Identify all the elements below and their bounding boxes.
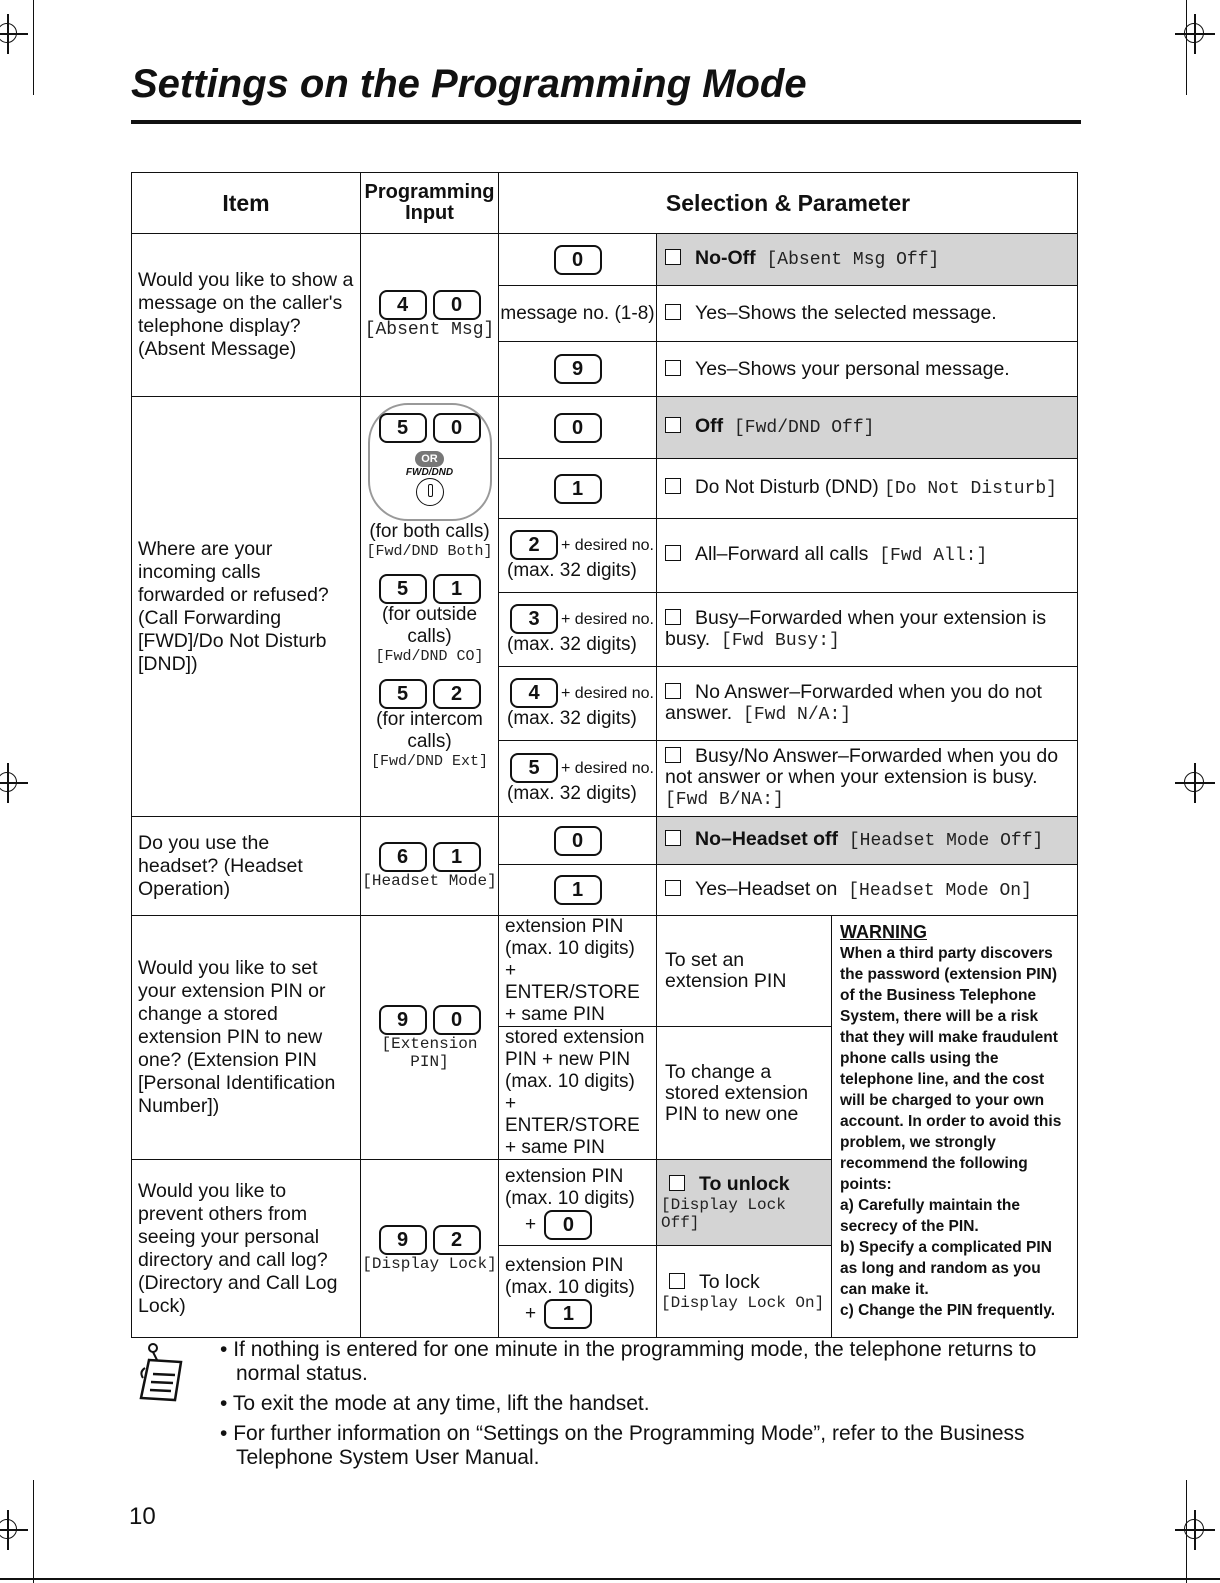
key: 4	[510, 678, 558, 708]
key: 5	[379, 679, 427, 709]
key: 2	[433, 679, 481, 709]
page-title: Settings on the Programming Mode	[131, 62, 807, 106]
key: 0	[554, 826, 602, 856]
note-item: • If nothing is entered for one minute in the programming mode, the telephone returns to normal status.	[220, 1338, 1037, 1385]
item-absent-message: Would you like to show a message on the caller's telephone display? (Absent Message)	[132, 234, 361, 397]
display-text: [Absent Msg]	[364, 320, 495, 340]
note-item: • To exit the mode at any time, lift the handset.	[220, 1392, 650, 1415]
checkbox-icon	[665, 880, 681, 896]
selection-parameter: To unlock [Display Lock Off]	[657, 1160, 832, 1246]
key: 1	[554, 474, 602, 504]
selection-input: 3 + desired no. (max. 32 digits)	[499, 593, 657, 667]
key: 5	[379, 413, 427, 443]
selection-parameter: Busy/No Answer–Forwarded when you do not answer or when your extension is busy. [Fwd B/NA:]	[657, 741, 1078, 817]
table-row	[132, 397, 1078, 459]
bottom-edge-line	[0, 1578, 1220, 1580]
selection-input	[499, 865, 657, 916]
registration-mark-bottom-right	[1175, 1510, 1215, 1550]
checkbox-icon	[665, 249, 681, 265]
selection-input	[499, 817, 657, 865]
key: 0	[544, 1210, 592, 1240]
selection-input: 2 + desired no. (max. 32 digits)	[499, 519, 657, 593]
selection-input: 4 + desired no. (max. 32 digits)	[499, 667, 657, 741]
item-headset: Do you use the headset? (Headset Operation)	[132, 817, 361, 916]
key: 9	[379, 1225, 427, 1255]
checkbox-icon	[669, 1273, 685, 1289]
key: 0	[433, 1005, 481, 1035]
item-call-forwarding: Where are your incoming calls forwarded or refused? (Call Forwarding [FWD]/Do Not Disturb [DND])	[132, 397, 361, 817]
registration-mark-top-right	[1175, 14, 1215, 54]
selection-parameter: To set an extension PIN	[657, 916, 832, 1027]
fwd-dnd-group	[368, 403, 492, 521]
input-headset: 6 1 [Headset Mode]	[361, 817, 499, 916]
selection-input: stored extension PIN + new PIN (max. 10 digits) + ENTER/STORE + same PIN	[499, 1027, 657, 1160]
table-row	[132, 916, 1078, 1027]
title-rule	[131, 120, 1081, 124]
warning-body: When a third party discovers the password (extension PIN) of the Business Telephone System, there will be a risk that they will make fraudulent phone calls using the telephone line, and the cost will be charged to your own account. In order to avoid this problem, we strongly recommend the following points:	[840, 945, 1062, 1193]
registration-mark-mid-right	[1175, 763, 1215, 803]
checkbox-icon	[665, 417, 681, 433]
note-icon	[135, 1342, 191, 1406]
table-row	[132, 817, 1078, 865]
selection-input: extension PIN (max. 10 digits) + ENTER/STORE + same PIN	[499, 916, 657, 1027]
key: 1	[544, 1299, 592, 1329]
trim-line	[33, 0, 34, 95]
selection-parameter: Off [Fwd/DND Off]	[657, 397, 1078, 459]
header-selection-parameter: Selection & Parameter	[499, 173, 1078, 234]
key: 0	[433, 413, 481, 443]
note-item: • For further information on “Settings on the Programming Mode”, refer to the Business Telephone System User Manual.	[220, 1422, 1025, 1469]
key: 5	[379, 574, 427, 604]
page-number: 10	[129, 1503, 156, 1530]
input-call-forwarding: 5 0 OR FWD/DND (for both calls) [Fwd/DND Both] 5 1 (for outside calls) [Fwd/DND CO] 5 2 (for intercom calls) [Fwd/DND Ext]	[361, 397, 499, 817]
selection-parameter: No–Headset off [Headset Mode Off]	[657, 817, 1078, 865]
checkbox-icon	[665, 683, 681, 699]
selection-input	[499, 459, 657, 519]
trim-line	[1186, 0, 1187, 95]
selection-parameter: To lock [Display Lock On]	[657, 1246, 832, 1338]
trim-line	[1186, 1480, 1187, 1583]
notes-list	[220, 1338, 1080, 1476]
selection-parameter: To change a stored extension PIN to new one	[657, 1027, 832, 1160]
key: 9	[379, 1005, 427, 1035]
warning-title: WARNING	[840, 922, 927, 942]
settings-table	[131, 172, 1078, 1338]
key: 9	[554, 354, 602, 384]
selection-parameter: Yes–Headset on [Headset Mode On]	[657, 865, 1078, 916]
key: 5	[510, 753, 558, 783]
selection-parameter: No Answer–Forwarded when you do not answer. [Fwd N/A:]	[657, 667, 1078, 741]
key: 0	[554, 413, 602, 443]
selection-input: 5 + desired no. (max. 32 digits)	[499, 741, 657, 817]
selection-input	[499, 234, 657, 286]
registration-mark-bottom-left	[0, 1510, 28, 1550]
input-display-lock: 9 2 [Display Lock]	[361, 1160, 499, 1338]
checkbox-icon	[669, 1175, 685, 1191]
fwd-dnd-button-icon	[416, 478, 444, 506]
item-extension-pin: Would you like to set your extension PIN or change a stored extension PIN to new one? (Extension PIN [Personal Identification Number])	[132, 916, 361, 1160]
selection-parameter: No-Off [Absent Msg Off]	[657, 234, 1078, 286]
selection-parameter: Yes–Shows your personal message.	[657, 342, 1078, 397]
checkbox-icon	[665, 304, 681, 320]
checkbox-icon	[665, 747, 681, 763]
key: 0	[554, 245, 602, 275]
item-display-lock: Would you like to prevent others from seeing your personal directory and call log? (Directory and Call Log Lock)	[132, 1160, 361, 1338]
key: 0	[433, 290, 481, 320]
input-absent-message	[361, 234, 499, 397]
warning-box: WARNING When a third party discovers the password (extension PIN) of the Business Telephone System, there will be a risk that they will make fraudulent phone calls using the telephone line, and the cost will be charged to your own account. In order to avoid this problem, we strongly recommend the following points: a) Carefully maintain the secrecy of the PIN. b) Specify a complicated PIN as long and random as you can make it. c) Change the PIN frequently.	[832, 916, 1078, 1338]
selection-parameter: Do Not Disturb (DND) [Do Not Disturb]	[657, 459, 1078, 519]
key: 2	[510, 530, 558, 560]
checkbox-icon	[665, 360, 681, 376]
selection-input	[499, 397, 657, 459]
table-row	[132, 234, 1078, 286]
checkbox-icon	[665, 478, 681, 494]
selection-input	[499, 342, 657, 397]
fwd-dnd-label: FWD/DND	[405, 467, 454, 478]
header-programming-input: Programming Input	[361, 173, 499, 234]
selection-parameter: Busy–Forwarded when your extension is busy. [Fwd Busy:]	[657, 593, 1078, 667]
selection-parameter: Yes–Shows the selected message.	[657, 286, 1078, 342]
checkbox-icon	[665, 830, 681, 846]
selection-parameter: All–Forward all calls [Fwd All:]	[657, 519, 1078, 593]
checkbox-icon	[665, 545, 681, 561]
registration-mark-top-left	[0, 14, 28, 54]
trim-line	[33, 1480, 34, 1583]
or-badge: OR	[415, 451, 444, 467]
selection-input: message no. (1-8)	[499, 286, 657, 342]
checkbox-icon	[665, 609, 681, 625]
key: 6	[379, 842, 427, 872]
key: 4	[379, 290, 427, 320]
header-item: Item	[132, 173, 361, 234]
selection-input: extension PIN (max. 10 digits) + 1	[499, 1246, 657, 1338]
key: 3	[510, 604, 558, 634]
header-row	[132, 173, 1078, 234]
key: 1	[433, 574, 481, 604]
input-extension-pin: 9 0 [Extension PIN]	[361, 916, 499, 1160]
selection-input: extension PIN (max. 10 digits) + 0	[499, 1160, 657, 1246]
key: 1	[433, 842, 481, 872]
registration-mark-mid-left	[0, 763, 28, 803]
key: 1	[554, 875, 602, 905]
key: 2	[433, 1225, 481, 1255]
